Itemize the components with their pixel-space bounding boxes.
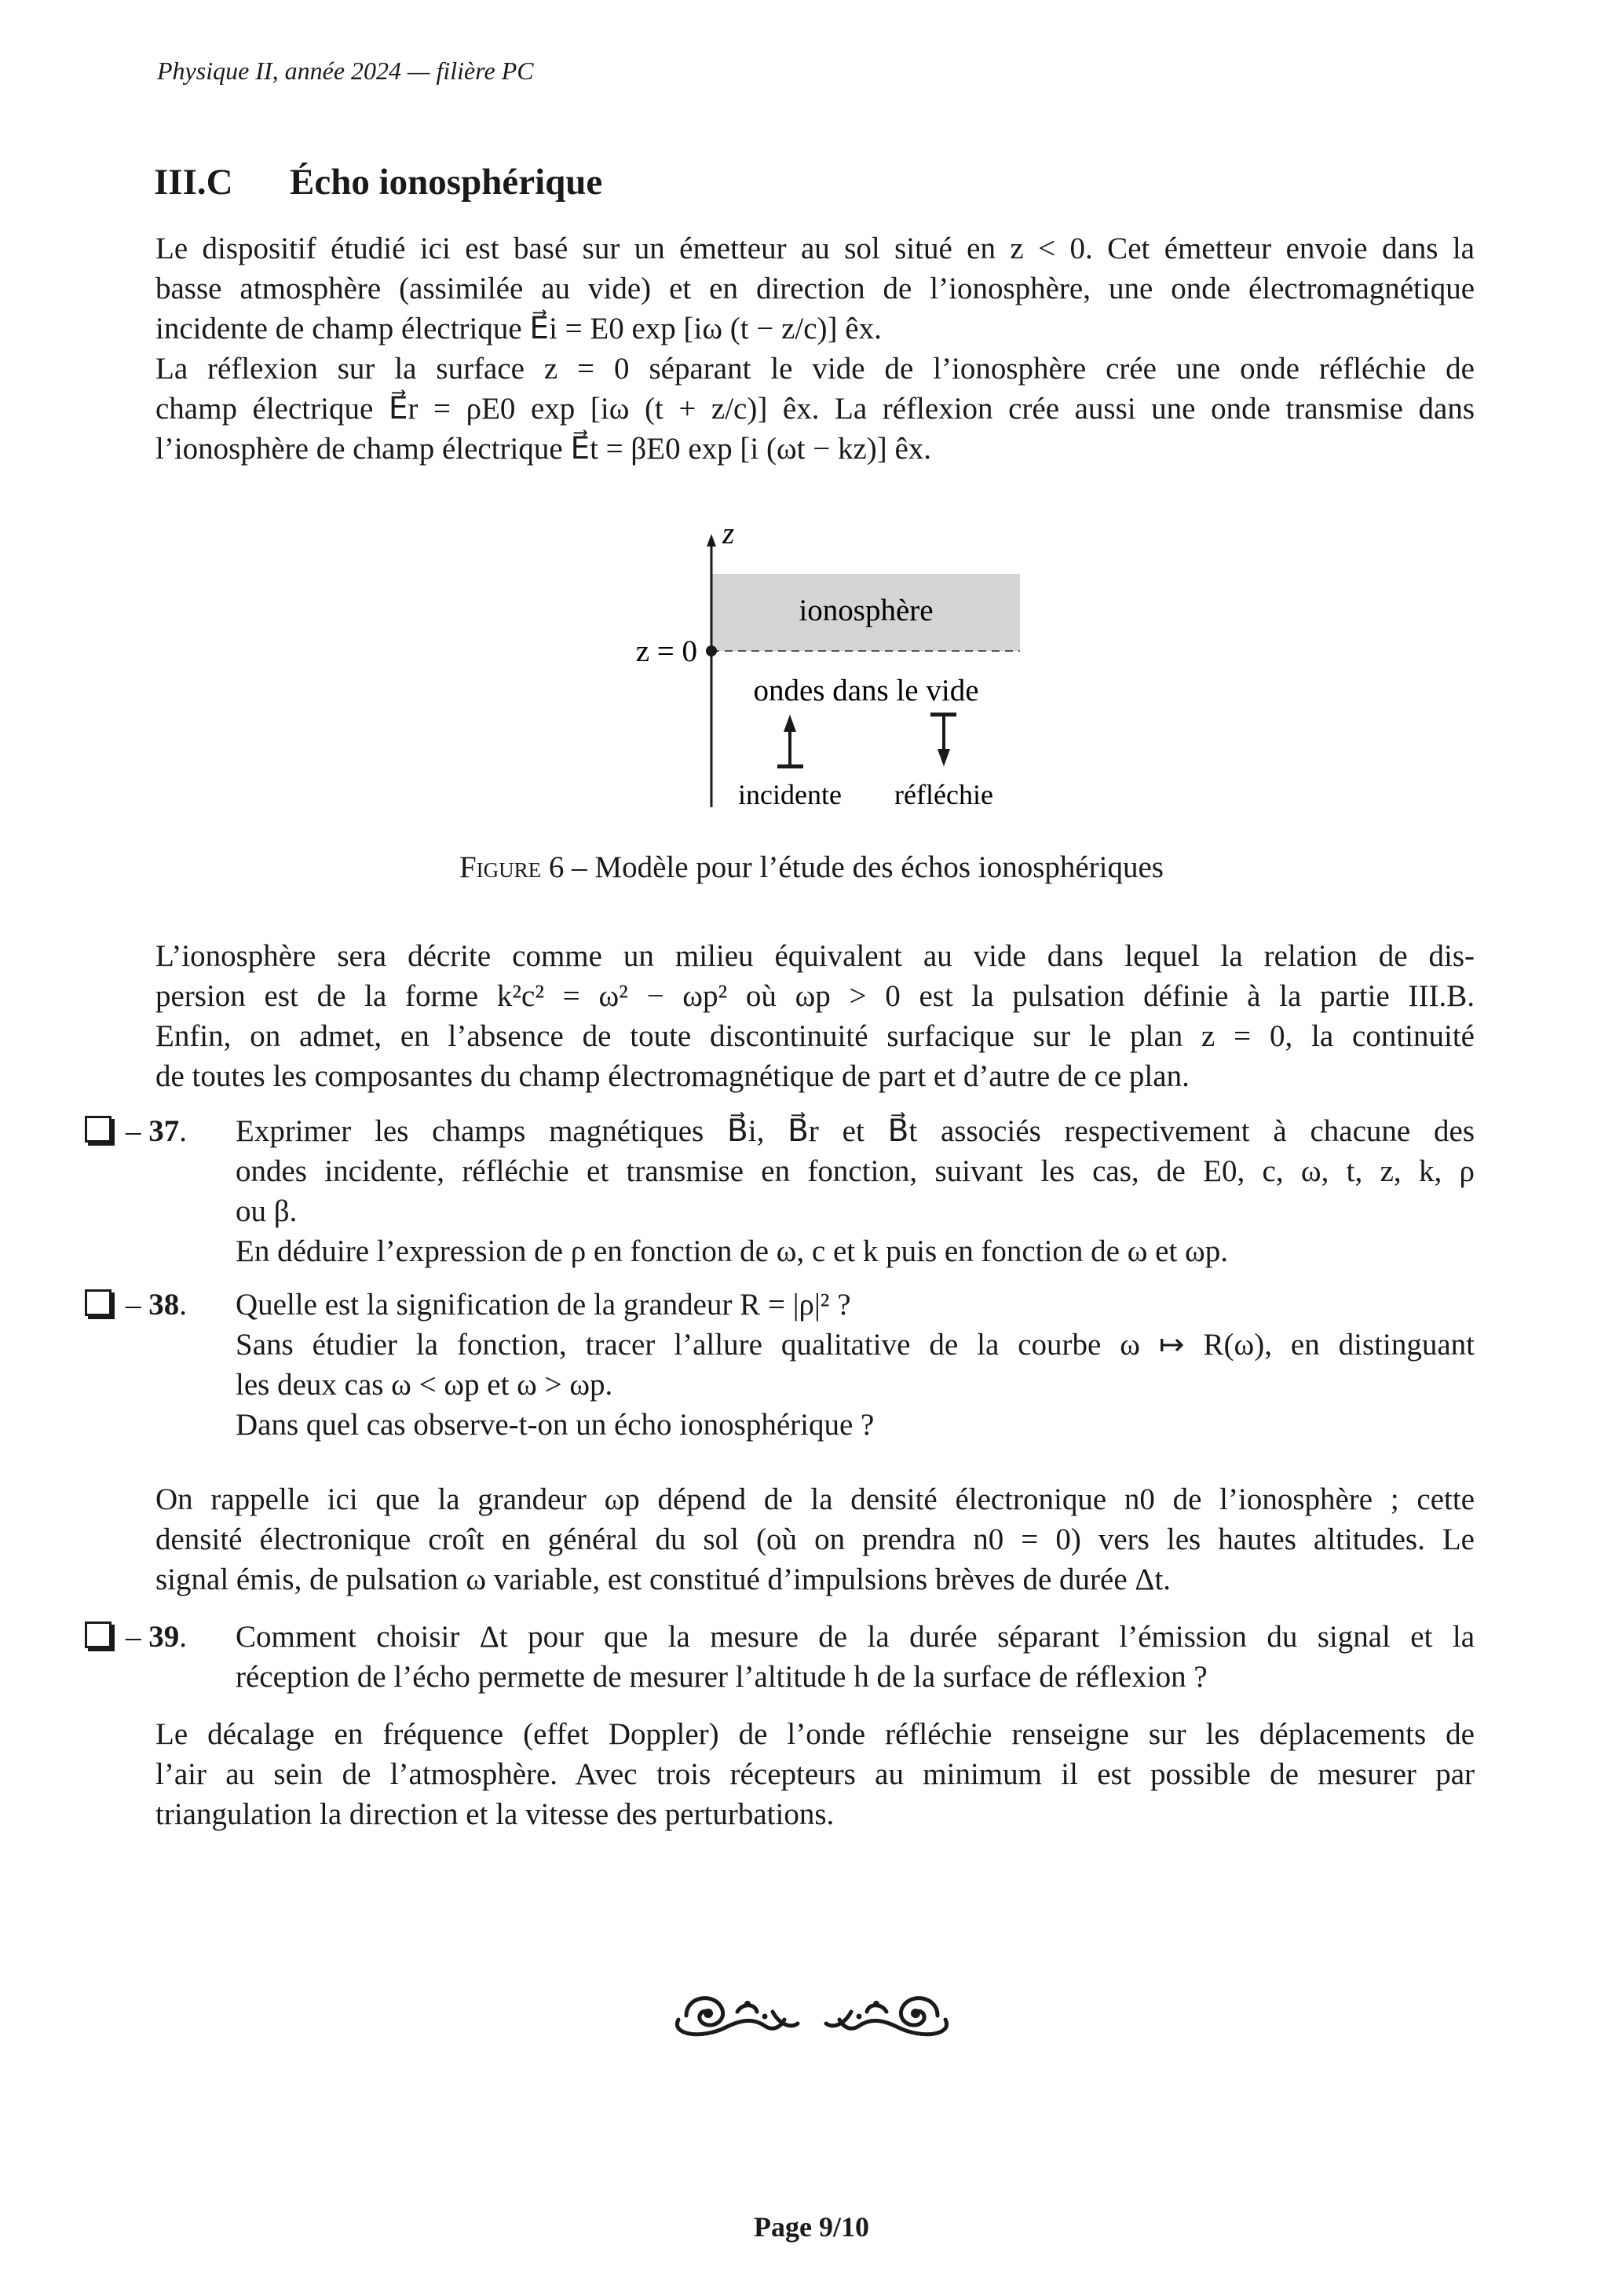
incident-arrow bbox=[777, 715, 803, 766]
text-line: On rappelle ici que la grandeur ωp dépend de la densité électronique n0 de l’ionosphère ; cette bbox=[155, 1483, 1475, 1516]
text-line: densité électronique croît en général du sol (où on prendra n0 = 0) vers les hautes altitudes. Le bbox=[155, 1523, 1475, 1556]
text-line: En déduire l’expression de ρ en fonction de ω, c et k puis en fonction de ω et ωp. bbox=[236, 1234, 1228, 1268]
text-line: incidente de champ électrique E⃗i = E0 exp [iω (t − z/c)] êx. bbox=[155, 312, 882, 345]
doppler-paragraph bbox=[155, 1714, 1475, 1834]
text-line: de toutes les composantes du champ électromagnétique de part et d’autre de ce plan. bbox=[155, 1059, 1190, 1093]
question-number: 37 bbox=[148, 1114, 180, 1148]
text-line: réception de l’écho permette de mesurer l’altitude h de la surface de réflexion ? bbox=[236, 1660, 1208, 1694]
text-line: ou β. bbox=[236, 1194, 298, 1228]
text-line: Le dispositif étudié ici est basé sur un émetteur au sol situé en z < 0. Cet émetteur envoie dans la bbox=[155, 232, 1475, 265]
page-number: Page 9/10 bbox=[754, 2211, 869, 2243]
z-axis-arrowhead bbox=[707, 534, 716, 547]
caption-prefix: Figure 6 bbox=[459, 850, 565, 884]
dispersion-paragraph bbox=[155, 936, 1475, 1096]
text-line: persion est de la forme k²c² = ω² − ωp² où ωp > 0 est la pulsation définie à la partie III.B. bbox=[155, 979, 1475, 1013]
figure-caption bbox=[0, 850, 1623, 885]
question-37 bbox=[85, 1111, 1475, 1271]
question-38 bbox=[85, 1285, 1475, 1445]
z-axis-label: z bbox=[722, 517, 735, 550]
checkbox-icon bbox=[85, 1116, 111, 1143]
checkbox-icon bbox=[85, 1621, 111, 1648]
text-line: L’ionosphère sera décrite comme un milieu équivalent au vide dans lequel la relation de dis- bbox=[155, 939, 1475, 973]
question-marker: – 38. bbox=[85, 1285, 187, 1325]
question-39 bbox=[85, 1617, 1475, 1697]
section-number: III.C bbox=[154, 162, 233, 203]
text-line: l’ionosphère de champ électrique E⃗t = βE0 exp [i (ωt − kz)] êx. bbox=[155, 432, 932, 466]
checkbox-icon bbox=[85, 1289, 111, 1316]
text-line: basse atmosphère (assimilée au vide) et en direction de l’ionosphère, une onde électromagnétique bbox=[155, 272, 1475, 305]
origin-point bbox=[706, 645, 717, 656]
vacuum-label: ondes dans le vide bbox=[753, 674, 979, 707]
question-number: 38 bbox=[148, 1288, 180, 1322]
incident-label: incidente bbox=[738, 779, 842, 810]
text-line: Enfin, on admet, en l’absence de toute discontinuité surfacique sur le plan z = 0, la continuité bbox=[155, 1019, 1475, 1053]
text-line: Exprimer les champs magnétiques B⃗i, B⃗r et B⃗t associés respectivement à chacune des bbox=[236, 1114, 1475, 1148]
text-line: La réflexion sur la surface z = 0 séparant le vide de l’ionosphère crée une onde réfléchie de bbox=[155, 352, 1475, 386]
density-paragraph bbox=[155, 1479, 1475, 1600]
text-line: l’air au sein de l’atmosphère. Avec trois récepteurs au minimum il est possible de mesurer par bbox=[155, 1757, 1475, 1791]
ionosphere-label: ionosphère bbox=[799, 594, 934, 627]
text-line: Sans étudier la fonction, tracer l’allure qualitative de la courbe ω ↦ R(ω), en distinguant bbox=[236, 1328, 1475, 1362]
ornament-icon bbox=[655, 1980, 969, 2051]
section-title: Écho ionosphérique bbox=[290, 162, 603, 203]
text-line: champ électrique E⃗r = ρE0 exp [iω (t + z/c)] êx. La réflexion crée aussi une onde transmise dans bbox=[155, 392, 1475, 426]
caption-text: – Modèle pour l’étude des échos ionosphériques bbox=[564, 850, 1164, 884]
text-line: signal émis, de pulsation ω variable, est constitué d’impulsions brèves de durée Δt. bbox=[155, 1563, 1172, 1596]
text-line: ondes incidente, réfléchie et transmise en fonction, suivant les cas, de E0, c, ω, t, z, k, ρ bbox=[236, 1154, 1475, 1188]
reflected-arrow bbox=[930, 715, 956, 766]
text-line: Comment choisir Δt pour que la mesure de la durée séparant l’émission du signal et la bbox=[236, 1620, 1475, 1654]
ionosphere-figure bbox=[0, 0, 1623, 832]
question-marker: – 39. bbox=[85, 1617, 187, 1657]
text-line: Dans quel cas observe-t-on un écho ionosphérique ? bbox=[236, 1408, 875, 1442]
running-header: Physique II, année 2024 — filière PC bbox=[157, 57, 534, 85]
reflected-label: réfléchie bbox=[894, 779, 993, 810]
text-line: triangulation la direction et la vitesse des perturbations. bbox=[155, 1797, 835, 1831]
text-line: Quelle est la signification de la grandeur R = |ρ|² ? bbox=[236, 1288, 851, 1322]
text-line: les deux cas ω < ωp et ω > ωp. bbox=[236, 1368, 613, 1402]
text-line: Le décalage en fréquence (effet Doppler) de l’onde réfléchie renseigne sur les déplacements de bbox=[155, 1717, 1475, 1751]
z0-label: z = 0 bbox=[635, 634, 697, 668]
question-marker: – 37. bbox=[85, 1111, 187, 1151]
question-number: 39 bbox=[148, 1620, 180, 1654]
